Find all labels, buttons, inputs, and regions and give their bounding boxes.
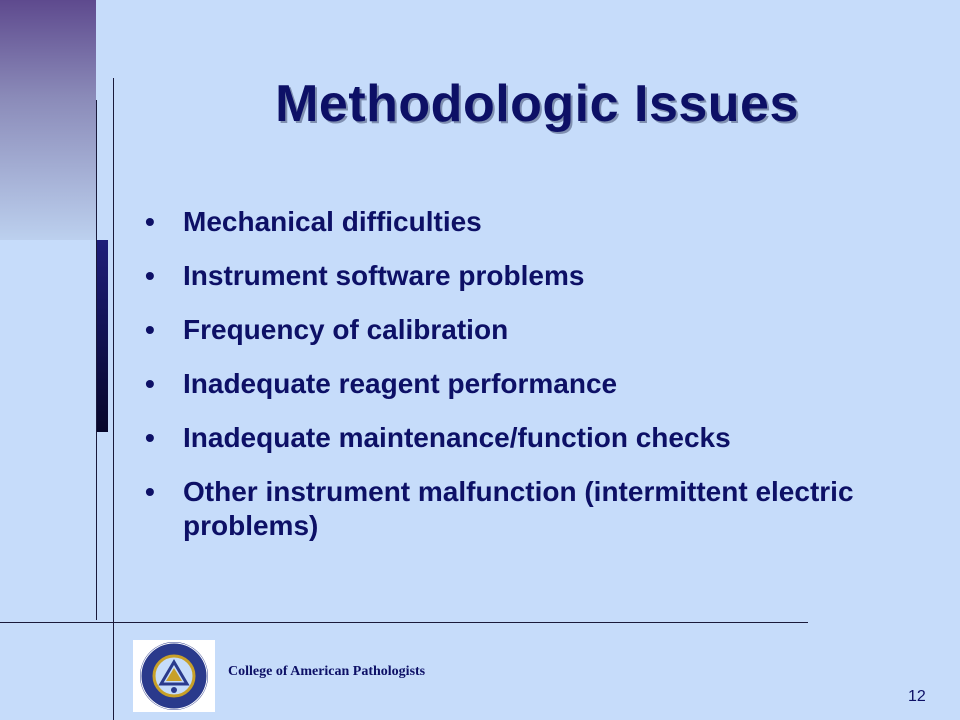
slide-title: Methodologic Issues: [275, 75, 799, 133]
accent-bar: [97, 240, 108, 432]
bullet-icon: •: [145, 422, 155, 453]
bullet-icon: •: [145, 260, 155, 291]
bullet-text: Instrument software problems: [183, 260, 585, 291]
page-number: 12: [908, 688, 926, 705]
list-item: [145, 367, 945, 401]
cap-logo-icon: [133, 640, 215, 712]
bullet-text: Inadequate reagent performance: [183, 368, 618, 399]
bullet-text: Frequency of calibration: [183, 314, 509, 345]
bullet-list: [145, 205, 945, 563]
corner-decoration: [0, 0, 96, 240]
bullet-text: Other instrument malfunction (intermittent electric problems): [183, 476, 854, 541]
footer-rule: [0, 622, 808, 623]
bullet-icon: •: [145, 206, 155, 237]
bullet-text: Mechanical difficulties: [183, 206, 482, 237]
organization-name: College of American Pathologists: [228, 664, 426, 679]
bullet-text: Inadequate maintenance/function checks: [183, 422, 731, 453]
list-item: [145, 475, 945, 543]
vertical-rule: [113, 78, 114, 720]
bullet-icon: •: [145, 476, 155, 507]
bullet-icon: •: [145, 368, 155, 399]
list-item: [145, 259, 945, 293]
bullet-icon: •: [145, 314, 155, 345]
list-item: [145, 205, 945, 239]
list-item: [145, 313, 945, 347]
list-item: [145, 421, 945, 455]
